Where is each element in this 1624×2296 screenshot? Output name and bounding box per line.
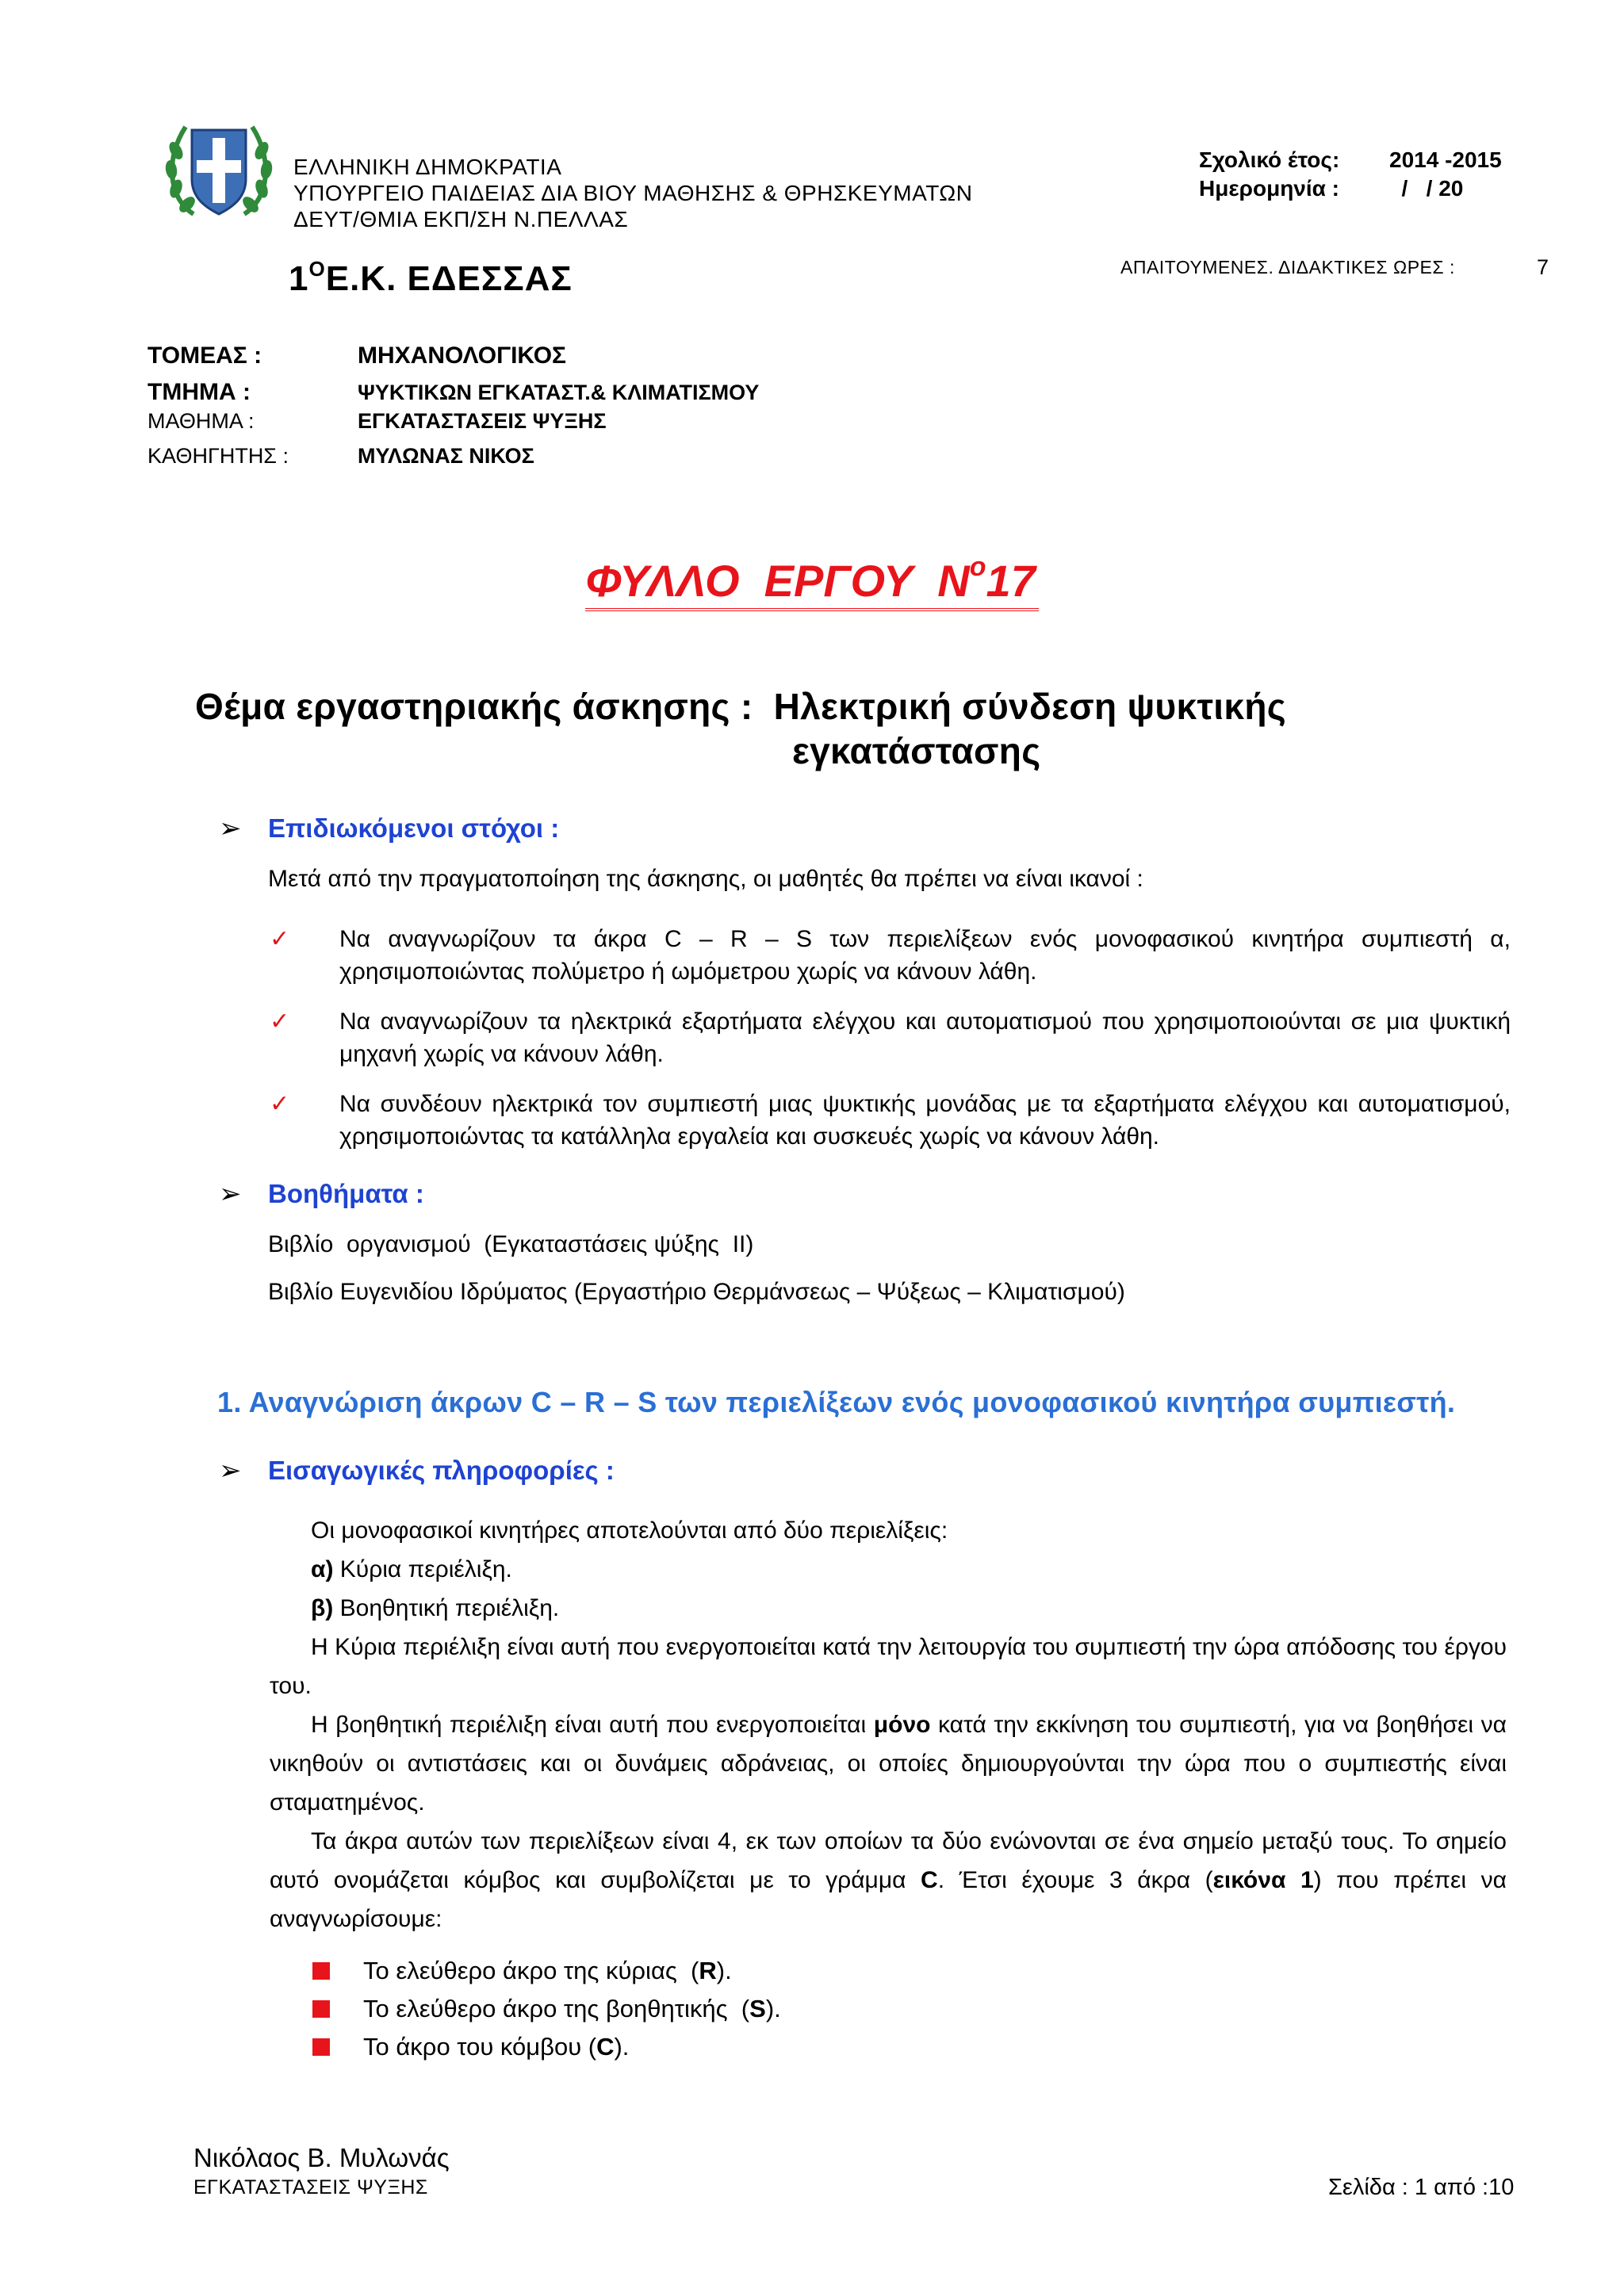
objectives-heading [219, 813, 559, 844]
red-square-icon [312, 1962, 330, 1980]
dept-value: ΨΥΚΤΙΚΩΝ ΕΓΚΑΤΑΣΤ.& ΚΛΙΜΑΤΙΣΜΟΥ [358, 381, 760, 404]
p4-a: Τα άκρα αυτών των περιελίξεων είναι 4, εκ των οποίων τα δύο ενώνονται σε ένα σημείο μεταξύ τους. Το σημείο αυτό ονομάζεται κόμβος και συμβολίζεται με το γράμμα [270, 1828, 1507, 1893]
check-mark-icon: ✓ [270, 1091, 290, 1117]
p4-c: ) που πρέπει να αναγνωρίσουμε: [270, 1867, 1507, 1932]
p3-bold: μόνο [873, 1712, 931, 1738]
arrow-bullet-icon: ➢ [219, 1179, 242, 1209]
terminal-text [363, 1990, 781, 2028]
p4-c-letter: C [921, 1867, 938, 1893]
objective-text: Να αναγνωρίζουν τα άκρα C – R – S των περιελίξεων ενός μονοφασικού κινητήρα συμπιεστή α, χρησιμοποιώντας πολύμετρο ή ωμόμετρου χωρίς να κάνουν λάθη. [339, 926, 1511, 985]
worksheet-title-text: ΦΥΛΛΟ ΕΡΓΟΥ Ν [585, 556, 970, 606]
dept-label: ΤΜΗΜΑ : [147, 379, 251, 405]
school-number: 1 [289, 259, 309, 298]
date-value: / / 20 [1389, 176, 1464, 201]
subject-line-2: εγκατάστασης [792, 730, 1041, 771]
aid-item-2: Βιβλίο Ευγενιδίου Ιδρύματος (Εργαστήριο Θερμάνσεως – Ψύξεως – Κλιματισμού) [268, 1279, 1125, 1305]
objectives-heading-text: Επιδιωκόμενοι στόχοι : [268, 813, 560, 843]
worksheet-number: 17 [986, 556, 1036, 606]
terminal-letter: S [749, 1995, 766, 2022]
header-meta [1199, 146, 1502, 203]
objectives-intro: Μετά από την πραγματοποίηση της άσκησης, οι μαθητές θα πρέπει να είναι ικανοί : [268, 866, 1143, 892]
objective-text: Να συνδέουν ηλεκτρικά τον συμπιεστή μιας ψυκτικής μονάδας με τα εξαρτήματα ελέγχου και αυτοματισμού, χρησιμοποιώντας τα κατάλληλα εργαλεία και συσκευές χωρίς να κάνουν λάθη. [339, 1091, 1511, 1150]
course-label: ΜΑΘΗΜΑ : [147, 409, 255, 433]
worksheet-title-sup: ο [969, 552, 986, 582]
p3-a: Η βοηθητική περιέλιξη είναι αυτή που ενεργοποιείται [311, 1712, 874, 1738]
item-a-text: Κύρια περιέλιξη. [333, 1556, 512, 1582]
header-line-3: ΔΕΥΤ/ΘΜΙΑ ΕΚΠ/ΣΗ Ν.ΠΕΛΛΑΣ [293, 207, 629, 232]
terminal-post: ). [716, 1957, 732, 1984]
arrow-bullet-icon: ➢ [219, 1456, 242, 1486]
item-b-text: Βοηθητική περιέλιξη. [333, 1595, 560, 1621]
hours-label: ΑΠΑΙΤΟΥΜΕΝΕΣ. ΔΙΔΑΚΤΙΚΕΣ ΩΡΕΣ : [1120, 257, 1455, 277]
list-item [270, 923, 1511, 988]
date-label: Ημερομηνία : [1199, 176, 1339, 201]
course-info [147, 342, 759, 476]
header-line-2: ΥΠΟΥΡΓΕΙΟ ΠΑΙΔΕΙΑΣ ΔΙΑ ΒΙΟΥ ΜΑΘΗΣΗΣ & ΘΡΗΣΚΕΥΜΑΤΩΝ [293, 181, 973, 205]
body-p2: Η Κύρια περιέλιξη είναι αυτή που ενεργοποιείται κατά την λειτουργία του συμπιεστή την ώρα απόδοσης του έργου του. [270, 1634, 1507, 1699]
school-year-value: 2014 -2015 [1389, 147, 1502, 172]
terminal-pre: Το άκρο του κόμβου ( [363, 2033, 597, 2061]
red-square-icon [312, 2038, 330, 2056]
worksheet-title [0, 552, 1624, 611]
body-p3 [270, 1705, 1507, 1822]
terminal-pre: Το ελεύθερο άκρο της κύριας ( [363, 1957, 699, 1984]
school-name [289, 257, 573, 299]
arrow-bullet-icon: ➢ [219, 813, 242, 844]
body-item-a [270, 1550, 1507, 1589]
teacher-value: ΜΥΛΩΝΑΣ ΝΙΚΟΣ [358, 444, 534, 468]
intro-info-heading [219, 1455, 615, 1487]
terminal-list [312, 1952, 781, 2066]
list-item [270, 1088, 1511, 1153]
section-1-heading: 1. Αναγνώριση άκρων C – R – S των περιελίξεων ενός μονοφασικού κινητήρα συμπιεστή. [217, 1386, 1456, 1418]
hours-value: 7 [1537, 255, 1549, 279]
list-item [312, 1990, 781, 2028]
header-line-1: ΕΛΛΗΝΙΚΗ ΔΗΜΟΚΡΑΤΙΑ [293, 155, 562, 179]
greek-emblem-icon [162, 119, 276, 220]
list-item [312, 2028, 781, 2066]
school-year-label: Σχολικό έτος: [1199, 147, 1340, 172]
aid-item-1: Βιβλίο οργανισμού (Εγκαταστάσεις ψύξης II) [268, 1231, 754, 1257]
body-p4 [270, 1822, 1507, 1938]
sector-value: ΜΗΧΑΝΟΛΟΓΙΚΟΣ [358, 342, 567, 369]
terminal-letter: C [596, 2033, 615, 2061]
p3-b: κατά την εκκίνηση του συμπιεστή, για να βοηθήσει να νικηθούν οι αντιστάσεις και οι δυνάμεις αδράνειας, οι οποίες δημιουργούνται την ώρα που ο συμπιεστής είναι σταματημένος. [270, 1712, 1507, 1816]
course-value: ΕΓΚΑΤΑΣΤΑΣΕΙΣ ΨΥΞΗΣ [358, 409, 607, 433]
footer-page-number: Σελίδα : 1 από :10 [1328, 2175, 1515, 2200]
section-1-body [270, 1511, 1507, 1938]
p4-figure-ref: εικόνα 1 [1212, 1867, 1314, 1893]
teacher-label: ΚΑΘΗΓΗΤΗΣ : [147, 444, 289, 468]
terminal-post: ). [765, 1995, 781, 2022]
objectives-list [270, 923, 1511, 1170]
school-title: Ε.Κ. ΕΔΕΣΣΑΣ [325, 259, 573, 298]
terminal-post: ). [614, 2033, 630, 2061]
sector-label: ΤΟΜΕΑΣ : [147, 342, 262, 369]
list-item [312, 1952, 781, 1990]
terminal-pre: Το ελεύθερο άκρο της βοηθητικής ( [363, 1995, 750, 2022]
header-authority [293, 154, 972, 232]
p4-b: . Έτσι έχουμε 3 άκρα ( [937, 1867, 1213, 1893]
aids-heading [219, 1178, 424, 1210]
footer-course: ΕΓΚΑΤΑΣΤΑΣΕΙΣ ΨΥΞΗΣ [193, 2176, 428, 2198]
school-sup: Ο [308, 257, 326, 281]
objective-text: Να αναγνωρίζουν τα ηλεκτρικά εξαρτήματα ελέγχου και αυτοματισμού που χρησιμοποιούνται σε μια ψυκτική μηχανή χωρίς να κάνουν λάθη. [339, 1008, 1511, 1067]
red-square-icon [312, 2000, 330, 2018]
terminal-text [363, 1952, 732, 1990]
check-mark-icon: ✓ [270, 1008, 290, 1035]
body-item-b [270, 1589, 1507, 1628]
terminal-letter: R [699, 1957, 717, 1984]
item-a-label: α) [311, 1556, 334, 1582]
check-mark-icon: ✓ [270, 926, 290, 952]
body-p1: Οι μονοφασικοί κινητήρες αποτελούνται από δύο περιελίξεις: [311, 1517, 948, 1544]
intro-info-heading-text: Εισαγωγικές πληροφορίες : [268, 1456, 615, 1485]
footer-author: Νικόλαος Β. Μυλωνάς [193, 2143, 450, 2172]
subject-line-1: Θέμα εργαστηριακής άσκησης : Ηλεκτρική σύνδεση ψυκτικής [195, 686, 1286, 727]
terminal-text [363, 2028, 629, 2066]
list-item [270, 1005, 1511, 1070]
item-b-label: β) [311, 1595, 334, 1621]
aids-heading-text: Βοηθήματα : [268, 1179, 424, 1208]
